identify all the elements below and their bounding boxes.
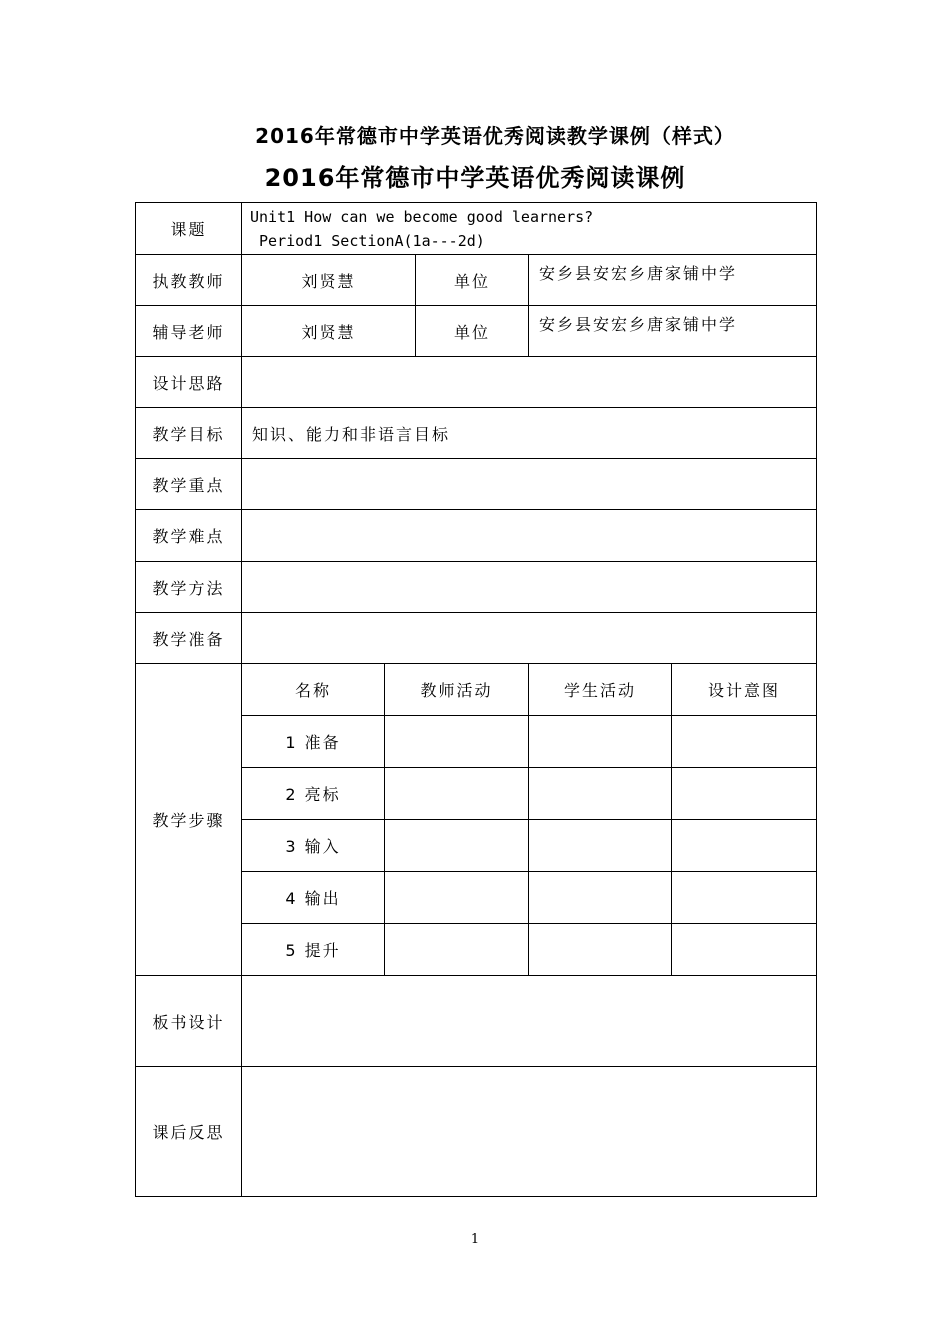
topic-row [136,203,817,255]
teacher-unit-label: 单位 [416,255,529,306]
step-design-intent [672,716,817,768]
step-student-activity [529,924,672,976]
step-name: 3 输入 [242,820,385,872]
mentor-label: 辅导老师 [136,306,242,357]
step-student-activity [529,872,672,924]
step-student-activity [529,820,672,872]
method-label: 教学方法 [136,562,242,613]
step-teacher-activity [385,716,529,768]
board-design-value [242,976,817,1067]
step-student-activity [529,768,672,820]
step-student-activity [529,716,672,768]
key-point-row [136,459,817,510]
document-title: 2016年常德市中学英语优秀阅读教学课例（样式） [255,124,735,148]
step-teacher-activity [385,768,529,820]
method-row [136,562,817,613]
goal-label: 教学目标 [136,408,242,459]
step-name: 2 亮标 [242,768,385,820]
step-name: 4 输出 [242,872,385,924]
mentor-unit-label: 单位 [416,306,529,357]
step-name: 5 提升 [242,924,385,976]
teacher-unit-value: 安乡县安宏乡唐家铺中学 [529,255,817,306]
goal-row [136,408,817,459]
goal-value: 知识、能力和非语言目标 [242,408,817,459]
document-subtitle: 2016年常德市中学英语优秀阅读课例 [264,164,686,192]
topic-label: 课题 [136,203,242,255]
steps-header-student: 学生活动 [529,664,672,716]
step-teacher-activity [385,872,529,924]
topic-value [242,203,817,255]
step-design-intent [672,924,817,976]
steps-header-teacher: 教师活动 [385,664,529,716]
step-teacher-activity [385,924,529,976]
steps-header-row [136,664,817,716]
key-point-value [242,459,817,510]
mentor-unit-value: 安乡县安宏乡唐家铺中学 [529,306,817,357]
board-design-label: 板书设计 [136,976,242,1067]
lesson-plan-table [135,202,817,1197]
reflection-value [242,1067,817,1197]
design-idea-value [242,357,817,408]
step-teacher-activity [385,820,529,872]
steps-label: 教学步骤 [136,664,242,976]
preparation-label: 教学准备 [136,613,242,664]
topic-line-2: Period1 SectionA(1a---2d) [250,232,485,250]
step-design-intent [672,820,817,872]
board-design-row [136,976,817,1067]
step-name: 1 准备 [242,716,385,768]
design-idea-label: 设计思路 [136,357,242,408]
design-idea-row [136,357,817,408]
teacher-row [136,255,817,306]
mentor-row [136,306,817,357]
preparation-value [242,613,817,664]
key-point-label: 教学重点 [136,459,242,510]
method-value [242,562,817,613]
difficulty-label: 教学难点 [136,510,242,562]
teacher-label: 执教教师 [136,255,242,306]
step-design-intent [672,872,817,924]
steps-header-name: 名称 [242,664,385,716]
teacher-name: 刘贤慧 [242,255,416,306]
reflection-row [136,1067,817,1197]
topic-line-1: Unit1 How can we become good learners? [250,208,594,226]
difficulty-row [136,510,817,562]
steps-header-intent: 设计意图 [672,664,817,716]
difficulty-value [242,510,817,562]
step-design-intent [672,768,817,820]
page-number: 1 [470,1232,480,1247]
preparation-row [136,613,817,664]
reflection-label: 课后反思 [136,1067,242,1197]
mentor-name: 刘贤慧 [242,306,416,357]
